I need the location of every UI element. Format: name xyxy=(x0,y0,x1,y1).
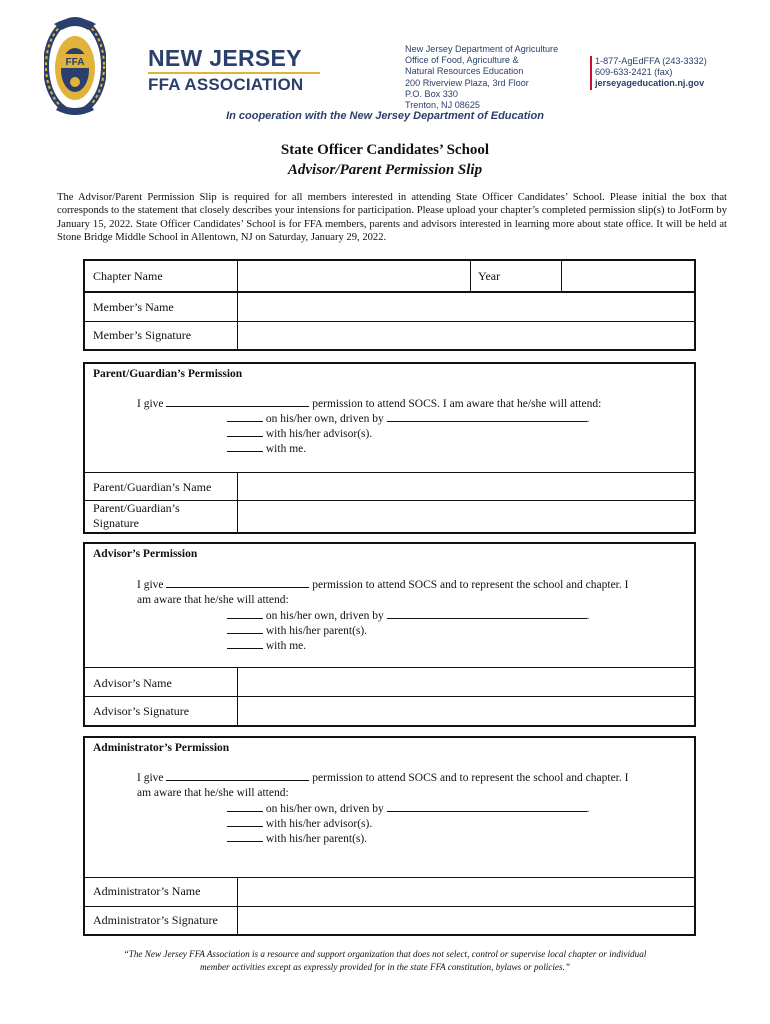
parent-option-3: with me. xyxy=(227,442,306,457)
parent-name-field[interactable] xyxy=(238,473,694,500)
parent-signature-field[interactable] xyxy=(238,501,694,532)
contact-phone: 1-877-AgEdFFA (243-3332) xyxy=(595,56,707,66)
dept-line: Trenton, NJ 08625 xyxy=(405,100,480,111)
org-name-line1: NEW JERSEY xyxy=(148,45,302,71)
administrator-permission-section xyxy=(83,736,696,936)
org-name-rule xyxy=(148,72,320,74)
initial-box[interactable] xyxy=(227,609,263,619)
statement-text: permission to attend SOCS. I am aware that he/she will attend: xyxy=(312,398,602,410)
contact-info xyxy=(590,56,707,90)
organization-name xyxy=(148,46,333,94)
driver-name-blank[interactable] xyxy=(387,609,587,619)
administrator-option-2: with his/her advisor(s). xyxy=(227,817,372,832)
initial-box[interactable] xyxy=(227,427,263,437)
advisor-permission-section xyxy=(83,542,696,727)
footer-line1: “The New Jersey FFA Association is a resource and support organization that does not select, control or supervise local chapter or individual xyxy=(123,949,647,959)
contact-website[interactable]: jerseyageducation.nj.gov xyxy=(595,78,705,89)
driver-name-blank[interactable] xyxy=(387,802,587,812)
advisor-statement-line2: am aware that he/she will attend: xyxy=(137,594,289,606)
advisor-option-3: with me. xyxy=(227,639,306,654)
administrator-option-3: with his/her parent(s). xyxy=(227,832,367,847)
administrator-permission-heading: Administrator’s Permission xyxy=(93,742,230,754)
intro-paragraph: The Advisor/Parent Permission Slip is required for all members interested in attending State Officer Candidates’ School. Please initial the box that corresponds to the statement that closely describes your intensions for participation. Please upload your chapter’s completed permission slip(s) to JotForm by January 15, 2022. State Officer Candidates’ School is for FFA members, parents and advisors interested in learning more about state office. It will be held at Stone Bridge Middle School in Allentown, NJ on Saturday, January 29, 2022. xyxy=(57,192,727,244)
dept-line: Office of Food, Agriculture & xyxy=(405,55,519,66)
chapter-name-field[interactable] xyxy=(238,261,470,291)
parent-permission-section xyxy=(83,362,696,534)
dept-line: Natural Resources Education xyxy=(405,66,524,77)
student-name-blank[interactable] xyxy=(166,578,309,588)
administrator-name-label: Administrator’s Name xyxy=(93,884,201,898)
initial-box[interactable] xyxy=(227,624,263,634)
year-field[interactable] xyxy=(562,261,694,291)
parent-option-2: with his/her advisor(s). xyxy=(227,427,372,442)
advisor-name-field[interactable] xyxy=(238,668,694,696)
cooperation-line: In cooperation with the New Jersey Department of Education xyxy=(226,110,544,122)
administrator-statement-line2: am aware that he/she will attend: xyxy=(137,787,289,799)
i-give-text: I give xyxy=(137,398,164,410)
parent-option-1: on his/her own, driven by . xyxy=(227,412,589,427)
initial-box[interactable] xyxy=(227,832,263,842)
parent-statement xyxy=(137,397,601,412)
advisor-option-1: on his/her own, driven by . xyxy=(227,609,589,624)
initial-box[interactable] xyxy=(227,412,263,422)
parent-permission-heading: Parent/Guardian’s Permission xyxy=(93,368,243,380)
student-name-blank[interactable] xyxy=(166,397,309,407)
initial-box[interactable] xyxy=(227,802,263,812)
driver-name-blank[interactable] xyxy=(387,412,587,422)
year-label: Year xyxy=(478,269,501,283)
advisor-name-label: Advisor’s Name xyxy=(93,676,172,690)
initial-box[interactable] xyxy=(227,639,263,649)
administrator-name-field[interactable] xyxy=(238,878,694,906)
member-name-label: Member’s Name xyxy=(93,300,174,314)
initial-box[interactable] xyxy=(227,442,263,452)
footer-line2: member activities except as expressly provided for in the state FFA constitution, bylaws or policies.” xyxy=(200,962,570,972)
advisor-signature-field[interactable] xyxy=(238,697,694,725)
dept-line: P.O. Box 330 xyxy=(405,88,458,99)
document-subtitle: Advisor/Parent Permission Slip xyxy=(287,162,483,178)
department-address xyxy=(405,44,558,111)
initial-box[interactable] xyxy=(227,817,263,827)
member-info-table xyxy=(83,259,696,351)
member-signature-label: Member’s Signature xyxy=(93,328,192,342)
advisor-permission-heading: Advisor’s Permission xyxy=(93,548,198,560)
administrator-statement: I give permission to attend SOCS and to represent the school and chapter. I xyxy=(137,772,629,784)
org-name-line2: FFA ASSOCIATION xyxy=(148,75,304,94)
advisor-option-2: with his/her parent(s). xyxy=(227,624,367,639)
administrator-option-1: on his/her own, driven by . xyxy=(227,802,589,817)
svg-text:FFA: FFA xyxy=(65,57,85,68)
chapter-name-label: Chapter Name xyxy=(93,269,163,283)
member-name-field[interactable] xyxy=(238,293,694,321)
ffa-emblem-logo xyxy=(44,10,106,122)
parent-signature-label: Parent/Guardian’s Signature xyxy=(93,501,180,530)
administrator-signature-field[interactable] xyxy=(238,907,694,934)
dept-line: New Jersey Department of Agriculture xyxy=(405,44,559,54)
member-signature-field[interactable] xyxy=(238,322,694,349)
contact-fax: 609-633-2421 (fax) xyxy=(595,67,673,78)
footer-disclaimer xyxy=(0,948,770,974)
advisor-signature-label: Advisor’s Signature xyxy=(93,704,190,718)
document-title: State Officer Candidates’ School xyxy=(280,142,490,158)
parent-name-label: Parent/Guardian’s Name xyxy=(93,480,212,494)
dept-line: 200 Riverview Plaza, 3rd Floor xyxy=(405,77,529,88)
administrator-signature-label: Administrator’s Signature xyxy=(93,913,218,927)
advisor-statement: I give permission to attend SOCS and to represent the school and chapter. I xyxy=(137,579,629,591)
student-name-blank[interactable] xyxy=(166,771,309,781)
